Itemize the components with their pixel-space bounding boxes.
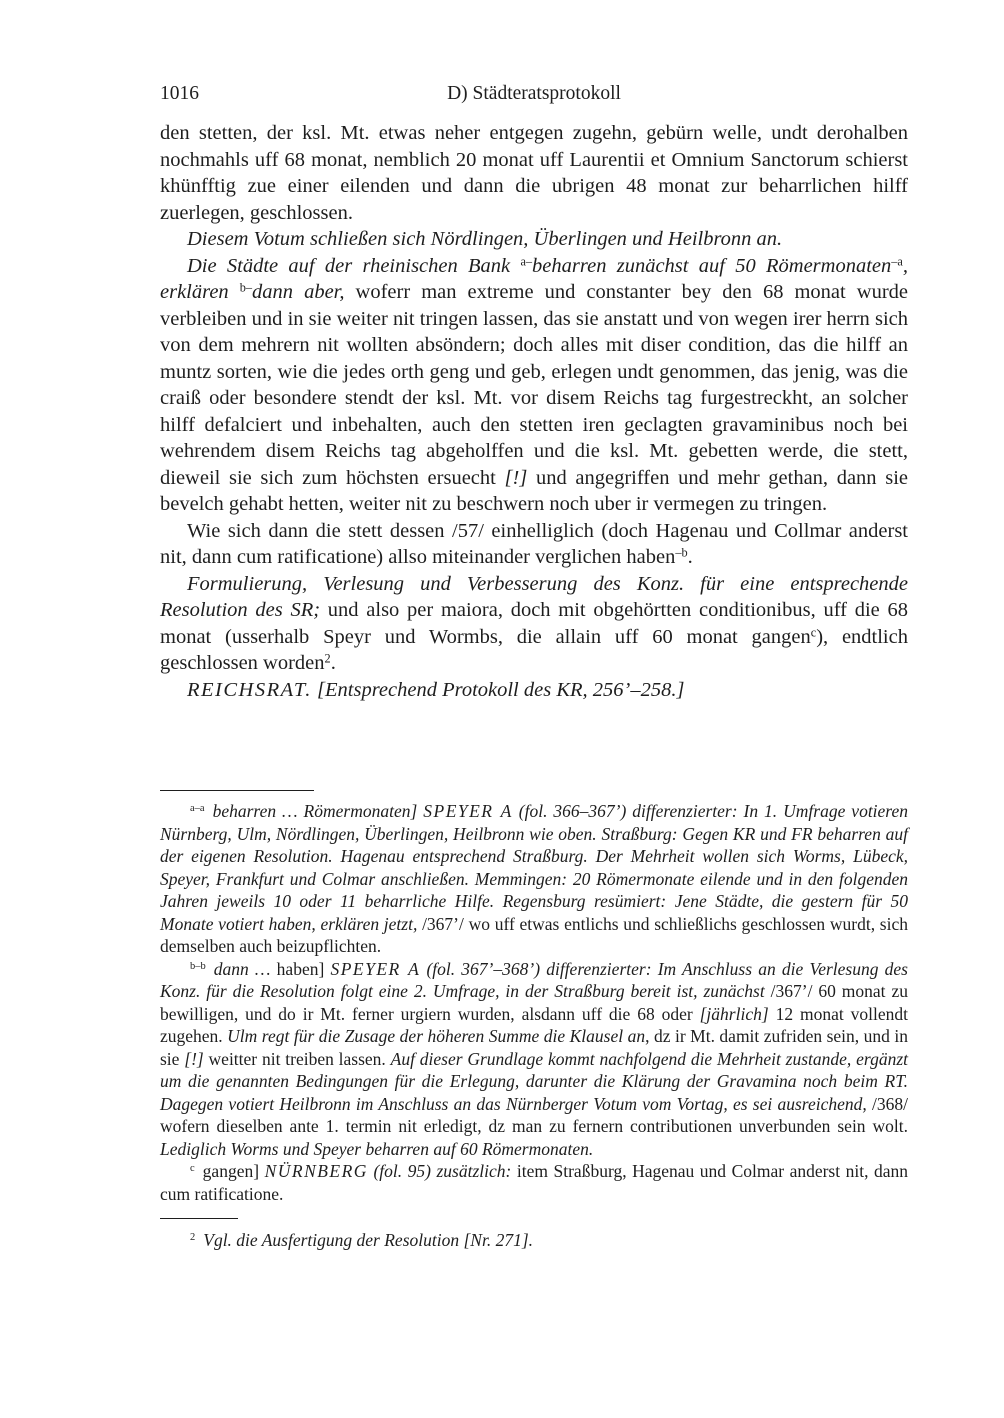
- text-run: (fol. 95) zusätzlich:: [367, 1161, 512, 1181]
- text-run: dann aber,: [252, 281, 345, 303]
- text-run: Auf dieser Grundlage kommt nachfolgend die Mehrheit zustande, ergänzt um die genannten Bedingungen für die Erlegung, darunter die Klärung der Gravamina noch beim RT. Dagegen votiert Heilbronn im Anschluss an das Nürnberger Votum vom Vortag, es sei ausreichend,: [160, 1048, 908, 1114]
- text-run: [!]: [184, 1048, 204, 1069]
- text-run: haben]: [276, 958, 331, 979]
- page-number: 1016: [160, 83, 199, 104]
- text-run: /367’/ wo uff etwas entlichs und schließlichs geschlossen wurdt, sich demselben auch beizupflichten.: [160, 913, 908, 956]
- footnote-marker: c: [190, 1163, 195, 1175]
- footnote-marker: b–: [239, 280, 253, 295]
- text-run: , dz ir Mt. damit zufriden sein, und in sie: [160, 1026, 908, 1069]
- text-run: Formulierung, Verlesung und Verbesserung des Konz. für eine entsprechende Resolution des SR;: [160, 572, 908, 621]
- text-run: /367’/ 60 monat zu bewilligen, und do ir Mt. ferner urgiern wurden, alsdann uff die 68 oder: [160, 981, 908, 1024]
- text-run: (fol. 367’–368’) differenzierter: Im Anschluss an die Verlesung des Konz. für die Resolution folgt eine 2. Umfrage, in der Straßburg bereit ist, zunächst: [160, 958, 908, 1001]
- footnote-marker: 2: [190, 1232, 196, 1244]
- paragraph-reichsrat: [160, 677, 908, 704]
- footnote-marker: a–a: [190, 803, 205, 815]
- paragraph-continuation: [160, 120, 908, 226]
- text-run: [!]: [504, 466, 528, 489]
- running-head: D) Städteratsprotokoll: [447, 83, 621, 104]
- footnote-marker: –a: [891, 253, 903, 268]
- text-run: (fol. 366–367’) differenzierter: In 1. Umfrage votieren Nürnberg, Ulm, Nördlingen, Überlingen, Heilbronn wie oben. Straßburg: Gegen KR und FR beharren auf der eigenen Resolution. Hagenau entsprechend Straßburg. Der Mehrheit wollen sich Worms, Lübeck, Speyer, Frankfurt und Colmar anschließen. Memmingen: 20 Römermonate eilende und in den folgenden Jahren jeweils 10 oder 11 beharrliche Hilfe. Regensburg resümiert: Jene Städte, die gestern für 50 Monate votiert haben, erklären jetzt,: [160, 801, 908, 934]
- text-run: den stetten, der ksl. Mt. etwas neher entgegen zugehn, gebürn welle, undt derohalben nochmahls uff 68 monat, nemblich 20 monat uff Laurentii et Omnium Sanctorum schierst khünfftig zue einer eilenden und dann die ubrigen 48 monat zur beharrlichen hilff zuerlegen, geschlossen.: [160, 122, 908, 224]
- text-run: Ulm regt für die Zusage der höheren Summe die Klausel an: [227, 1026, 646, 1046]
- text-run: 12 monat vollendt zugehen.: [160, 1003, 908, 1046]
- text-run: NÜRNBERG: [264, 1161, 368, 1181]
- text-run: SPEYER A: [330, 958, 421, 979]
- text-run: ), endtlich geschlossen worden: [160, 625, 908, 674]
- text-run: .: [330, 652, 336, 674]
- footnote-marker: c: [810, 624, 817, 639]
- footnote-b: [160, 958, 908, 1161]
- footnote-area: [160, 790, 908, 1252]
- numbered-footnote-separator-rule: [160, 1218, 238, 1219]
- footnote-marker: –b: [675, 545, 688, 560]
- text-run: gangen]: [202, 1161, 265, 1181]
- footnote-marker: 2: [324, 651, 331, 666]
- paragraph-vergleich: [160, 518, 908, 571]
- text-run: SPEYER A: [423, 801, 513, 821]
- paragraph-formulierung: [160, 571, 908, 677]
- footnote-2: [160, 1229, 908, 1252]
- text-run: [Entsprechend Protokoll des KR, 256’–258.]: [311, 678, 685, 701]
- footnote-separator-rule: [160, 790, 314, 791]
- text-run: REICHSRAT.: [187, 678, 312, 701]
- text-run: beharren zunächst auf 50 Römermonaten: [532, 254, 892, 277]
- text-run: und angegriffen und mehr gethan, dann sie bevelch gehabt hetten, weiter nit zu beschwern noch uber ir vermegen zu tringen.: [160, 466, 908, 515]
- text-run: Vgl. die Ausfertigung der Resolution [Nr. 271].: [203, 1230, 533, 1250]
- footnote-c: [160, 1160, 908, 1205]
- text-run: Diesem Votum schließen sich Nördlingen, Überlingen und Heilbronn an.: [187, 228, 783, 250]
- text-run: weitter nit treiben lassen.: [203, 1048, 391, 1069]
- paragraph-rheinische-bank: [160, 253, 908, 518]
- footnote-marker: b–b: [190, 960, 206, 972]
- text-run: [jährlich]: [699, 1003, 769, 1024]
- page-header: [160, 83, 908, 105]
- text-run: .: [687, 546, 693, 568]
- text-run: beharren … Römermonaten]: [212, 801, 424, 821]
- text-run: /368/ wofern dieselben ante 1. termin nit erledigt, dz man zu fernern contributionen unverbunden sein wolt.: [160, 1093, 909, 1136]
- text-run: Lediglich Worms und Speyer beharren auf 60 Römermonaten.: [160, 1138, 594, 1159]
- text-run: woferr man extreme und constanter bey den 68 monat wurde verbleiben und in sie weiter nit tringen lassen, das sie anstatt und von wegen irer herrn sich von dem mehrern nit wollten absöndern; doch alles mit diser condition, das die hilff an muntz sorten, wie die jedes orth geng und geb, erlegen undt genommen, das jenig, was die craiß oder besondere stendt der ksl. Mt. vor disem Reichs tag furgestreckht, an solcher hilff defalciert und inbehalten, auch den stetten iren geclagten gravaminibus noch bei wehrendem disem Reichs tag abgeholffen und die ksl. Mt. gebetten werde, die stett, dieweil sie sich zum höchsten ersuecht: [160, 281, 908, 489]
- text-run: und also per maiora, doch mit obgehörtten conditionibus, uff die 68 monat (usserhalb Speyr und Wormbs, die allain uff 60 monat gangen: [160, 599, 908, 648]
- paragraph-votum: [160, 226, 908, 253]
- text-run: , erklären: [160, 254, 908, 303]
- text-run: Die Städte auf der rheinischen Bank: [187, 254, 521, 277]
- text-run: item Straßburg, Hagenau und Colmar anderst nit, dann cum ratificatione.: [160, 1161, 909, 1204]
- text-run: Wie sich dann die stett dessen /57/ einhelliglich (doch Hagenau und Collmar anderst nit, dann cum ratificatione) allso miteinander verglichen haben: [160, 519, 908, 568]
- text-run: dann …: [213, 958, 277, 979]
- footnote-marker: a–: [520, 253, 533, 268]
- body-text: [160, 120, 908, 703]
- footnote-a: [160, 800, 908, 958]
